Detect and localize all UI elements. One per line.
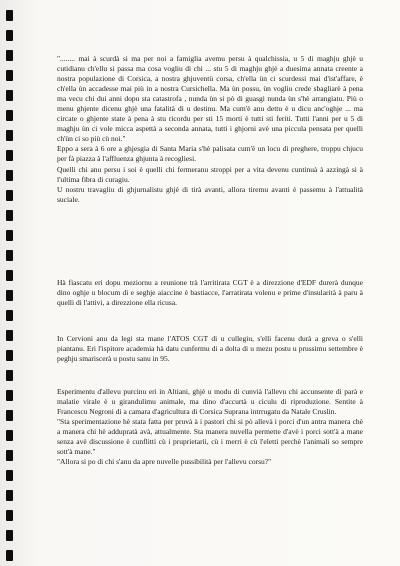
binder-hole xyxy=(6,150,13,161)
paragraph: In Cervioni anu da legi sta mane l'ATOS CGT di u cullegiu, s'elli facenu durà a greva o s'elli piantanu. Eri l'ispitore academia hà datu cunfermu di a dolta di u mezu postu u prussimu settembre è peghju smariscerà u postu sanu in 95. xyxy=(57,334,363,364)
paragraph: Esperimentu d'allevu purcinu eri in Altiani, ghjè u modu di cunvià l'allevu chi accunsente di parà e malatie virale è u girandulimu animale, ma dino d'accurtà u ciculu di riproduzione. Sentite à Francescu Negroni di a camara d'agricultura di Corsica Suprana intrrugatu da Natale Cruslin. xyxy=(57,387,363,417)
binder-hole xyxy=(6,30,13,41)
binder-hole xyxy=(6,450,13,461)
paragraph-quote: "Allora si po di chi s'anu da apre nuvelle pussibilità per l'allevu corsu?" xyxy=(57,457,272,467)
paragraph: Eppo a sera à 6 ore a ghjesgia di Santa Maria s'hè palisata cum'è un locu di preghere, troppu chjucu per fà piazza à l'affluenza ghjunta à recogliesi. xyxy=(57,144,363,164)
binder-hole xyxy=(6,390,13,401)
paragraph-quote: "........ mai à scurdà si ma per noi a famiglia avemu persu à qualchissia, u 5 di maghju ghjè u cutidianu ch'ellu si passa ma cosa vogliu di chi ... stu 5 di maghju ghjè a duesima annata creente a nostra populazione di Corsica, a nostra ghjuventù corsa, ch'ella ùn ci scurdessi mai d'ist'affare, è ch'ella ùn accadesse mai più in a nostra Cursichella. Ma ùn possu, ùn vogliu crede sbagliarè à pena ma vecu chi dui anni dopu sta catastrofa , nunda ùn si pò di guasgi nunda ùn s'hè arrangiatu. Più o menu ghjente dicenu ghjè una fatalità di u destinu. Ma cum'è anu dettu è u dicu anc'oghje ... ma circate o ghjente state à pena à stu ricordu per sti 15 morti è tutti sti feriti. Tutti l'anni per u 5 di maghju ùn ci vole micca aspettà a seconda annata, tutti i ghjorni avè una piccula pensata per quelli ch'ùn ci so più cù noi." xyxy=(57,54,363,144)
binder-hole xyxy=(6,370,13,381)
text-block-memorial xyxy=(57,54,363,205)
binder-hole xyxy=(6,210,13,221)
binder-hole xyxy=(6,310,13,321)
binder-hole xyxy=(6,430,13,441)
binder-hole xyxy=(6,70,13,81)
binder-hole xyxy=(6,90,13,101)
binder-hole xyxy=(6,230,13,241)
binder-hole xyxy=(6,250,13,261)
text-block-edf xyxy=(57,278,363,308)
paragraph-quote: "Sta sperimentazione hè stata fatta per pruvà à i pastori chi si pò allevà i porci d'un antra manera chè a manera chi hè addupratà avà, attualmente. Sta manera nuvella permette d'avè i porci sott'à a mane senza avè discussione è cunflitti cù i pruprietarii, cù i merri è cù l'eletti perchè l'animali so sempre sott'à mane." xyxy=(57,417,363,457)
paragraph: Hà fiascatu eri dopu meziornu a reunione trà l'arritirata CGT è a direzzione d'EDF durerà dunque dino oghje u blocum di e seghje aiaccine è bastiacce, l'arratirata volenu e prime d'insularità à paru à quelli di l'attivi, a direzzione ella ricusa. xyxy=(57,278,363,308)
paragraph: U nostru travagliu di ghjurnalistu ghjè di tirà avanti, allora tiremu avanti è passemu à l'attualità suciale. xyxy=(57,184,363,204)
binder-hole xyxy=(6,470,13,481)
binder-hole xyxy=(6,410,13,421)
binder-hole xyxy=(6,10,13,21)
binder-hole xyxy=(6,110,13,121)
text-block-altiani xyxy=(57,387,363,467)
binder-hole xyxy=(6,190,13,201)
paragraph: Quelli chi anu persu i soi è quelli chi fermeranu stroppi per a vita devenu cuntinuà à azzingà si à l'ultima fibra di curagiu. xyxy=(57,164,363,184)
binder-hole xyxy=(6,490,13,501)
binder-hole xyxy=(6,510,13,521)
binder-hole xyxy=(6,130,13,141)
binder-holes xyxy=(6,0,16,566)
binder-hole xyxy=(6,170,13,181)
text-block-cervioni xyxy=(57,334,363,364)
binder-hole xyxy=(6,50,13,61)
binder-hole xyxy=(6,530,13,541)
binder-hole xyxy=(6,550,13,561)
binder-hole xyxy=(6,350,13,361)
binder-hole xyxy=(6,330,13,341)
binder-hole xyxy=(6,270,13,281)
binder-hole xyxy=(6,290,13,301)
